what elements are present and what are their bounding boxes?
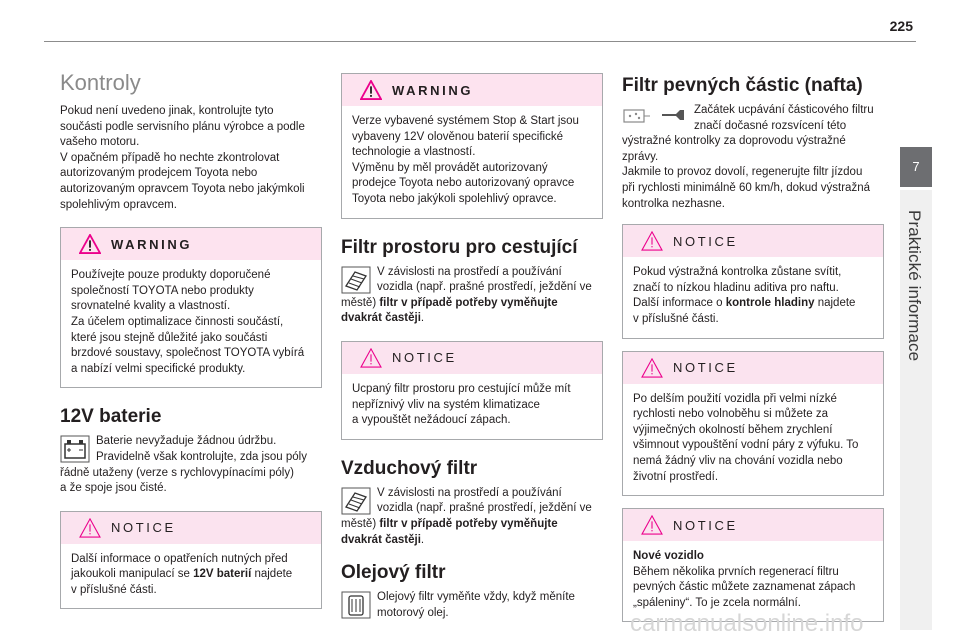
section-title-cabin-filter: Filtr prostoru pro cestující [341,236,578,258]
warning-title: WARNING [392,82,474,98]
air-filter-icon [341,487,371,515]
cabin-filter-icon [341,266,371,294]
intro-text: Pokud není uvedeno jinak, kontrolujte tyto součásti podle servisního plánu výrobce a podle vašeho motoru. V opačném případě ho nechte zkontrolovat autorizovaným prodejcem Toyota nebo autorizovaným opravcem Toyota nebo jakýmkoli spolehlivým opravcem. [60,105,305,211]
notice-triangle-icon [641,231,663,251]
oil-filter-icon [341,591,371,619]
watermark: carmanualsonline.info [630,610,864,637]
section-title-air-filter: Vzduchový filtr [341,457,478,479]
battery-text: Baterie nevyžaduje žádnou údržbu. Pravidelně však kontrolujte, zda jsou póly řádně utaženy (verze s rychlovypínacími póly) a že spoje jsou čisté. [60,435,307,495]
notice-title: NOTICE [673,360,738,376]
notice-triangle-icon [360,348,382,368]
page-number: 225 [889,18,913,34]
battery-icon [60,435,90,463]
oil-filter-text: Olejový filtr vyměňte vždy, když měníte motorový olej. [341,590,603,621]
notice-box-battery: NOTICE Další informace o opatřeních nutných před jakoukoli manipulací se 12V baterií najdete v příslušné části. [60,511,322,610]
section-title-oil-filter: Olejový filtr [341,562,446,584]
notice-box-new-vehicle: NOTICE Nové vozidlo Během několika prvních regenerací filtru pevných částic můžete zaznamenat zápach „spáleniny“. To je zcela normální. [622,508,884,622]
notice-title: NOTICE [392,350,457,366]
dpf-text: Začátek ucpávání částicového filtru značí dočasné rozsvícení této výstražné kontrolky za doprovodu výstražné zprávy. Jakmile to provoz dovolí, regenerujte filtr jízdou při rychlosti minimálně 60 km/h, dokud výstražná kontrolka nezhasne. [622,104,874,210]
warning-box-stopstart: WARNING Verze vybavené systémem Stop & Start jsou vybaveny 12V olověnou baterií specifické technologie a vlastností. Výměnu by měl provádět autorizovaný prodejce Toyota nebo autorizovaný opravce Toyota nebo jakýkoli spolehlivý opravce. [341,73,603,219]
notice-triangle-icon [641,515,663,535]
section-title-battery: 12V baterie [60,406,162,428]
column-1 [60,70,322,609]
warning-triangle-icon [360,80,382,100]
header-rule [44,41,916,42]
section-title-dpf: Filtr pevných částic (nafta) [622,75,863,96]
air-filter-text: V závislosti na prostředí a používání vozidla (např. prašné prostředí, ježdění ve městě) filtr v případě potřeby vyměňujte dvakrát častěji. [341,486,592,546]
warning-title: WARNING [111,236,193,252]
section-title-kontroly: Kontroly [60,70,141,95]
chapter-title: Praktické informace [905,210,924,362]
column-3 [622,75,884,622]
cabin-filter-text: V závislosti na prostředí a používání vozidla (např. prašné prostředí, ježdění ve městě) filtr v případě potřeby vyměňujte dvakrát častěji. [341,265,592,325]
warning-triangle-icon [79,234,101,254]
notice-title: NOTICE [673,233,738,249]
notice-box-additive: NOTICE Pokud výstražná kontrolka zůstane svítit, značí to nízkou hladinu aditiva pro naftu. Další informace o kontrole hladiny najdete v příslušné části. [622,224,884,338]
notice-title: NOTICE [673,517,738,533]
column-2 [341,73,603,621]
dpf-warning-light-icon [622,103,688,129]
notice-box-cabin: NOTICE Ucpaný filtr prostoru pro cestující může mít nepříznivý vliv na systém klimatizace a vypouštět nežádoucí zápach. [341,341,603,440]
notice-triangle-icon [79,518,101,538]
notice-box-vapour: NOTICE Po delším použití vozidla při velmi nízké rychlosti nebo volnoběhu si můžete za výjimečných okolností během zrychlení všimnout vypouštění vodní páry z výfuku. To nemá žádný vliv na chování vozidla nebo životní prostředí. [622,351,884,497]
warning-box: WARNING Používejte pouze produkty doporučené společností TOYOTA nebo produkty srovnatelné kvality a vlastností. Za účelem optimalizace činnosti součástí, které jsou stejně důležité jako součásti brzdové soustavy, společnost TOYOTA vybírá a nabízí velmi specifické produkty. [60,227,322,388]
notice-title: NOTICE [111,520,176,536]
chapter-tab[interactable]: 7 [900,147,932,187]
notice-triangle-icon [641,358,663,378]
